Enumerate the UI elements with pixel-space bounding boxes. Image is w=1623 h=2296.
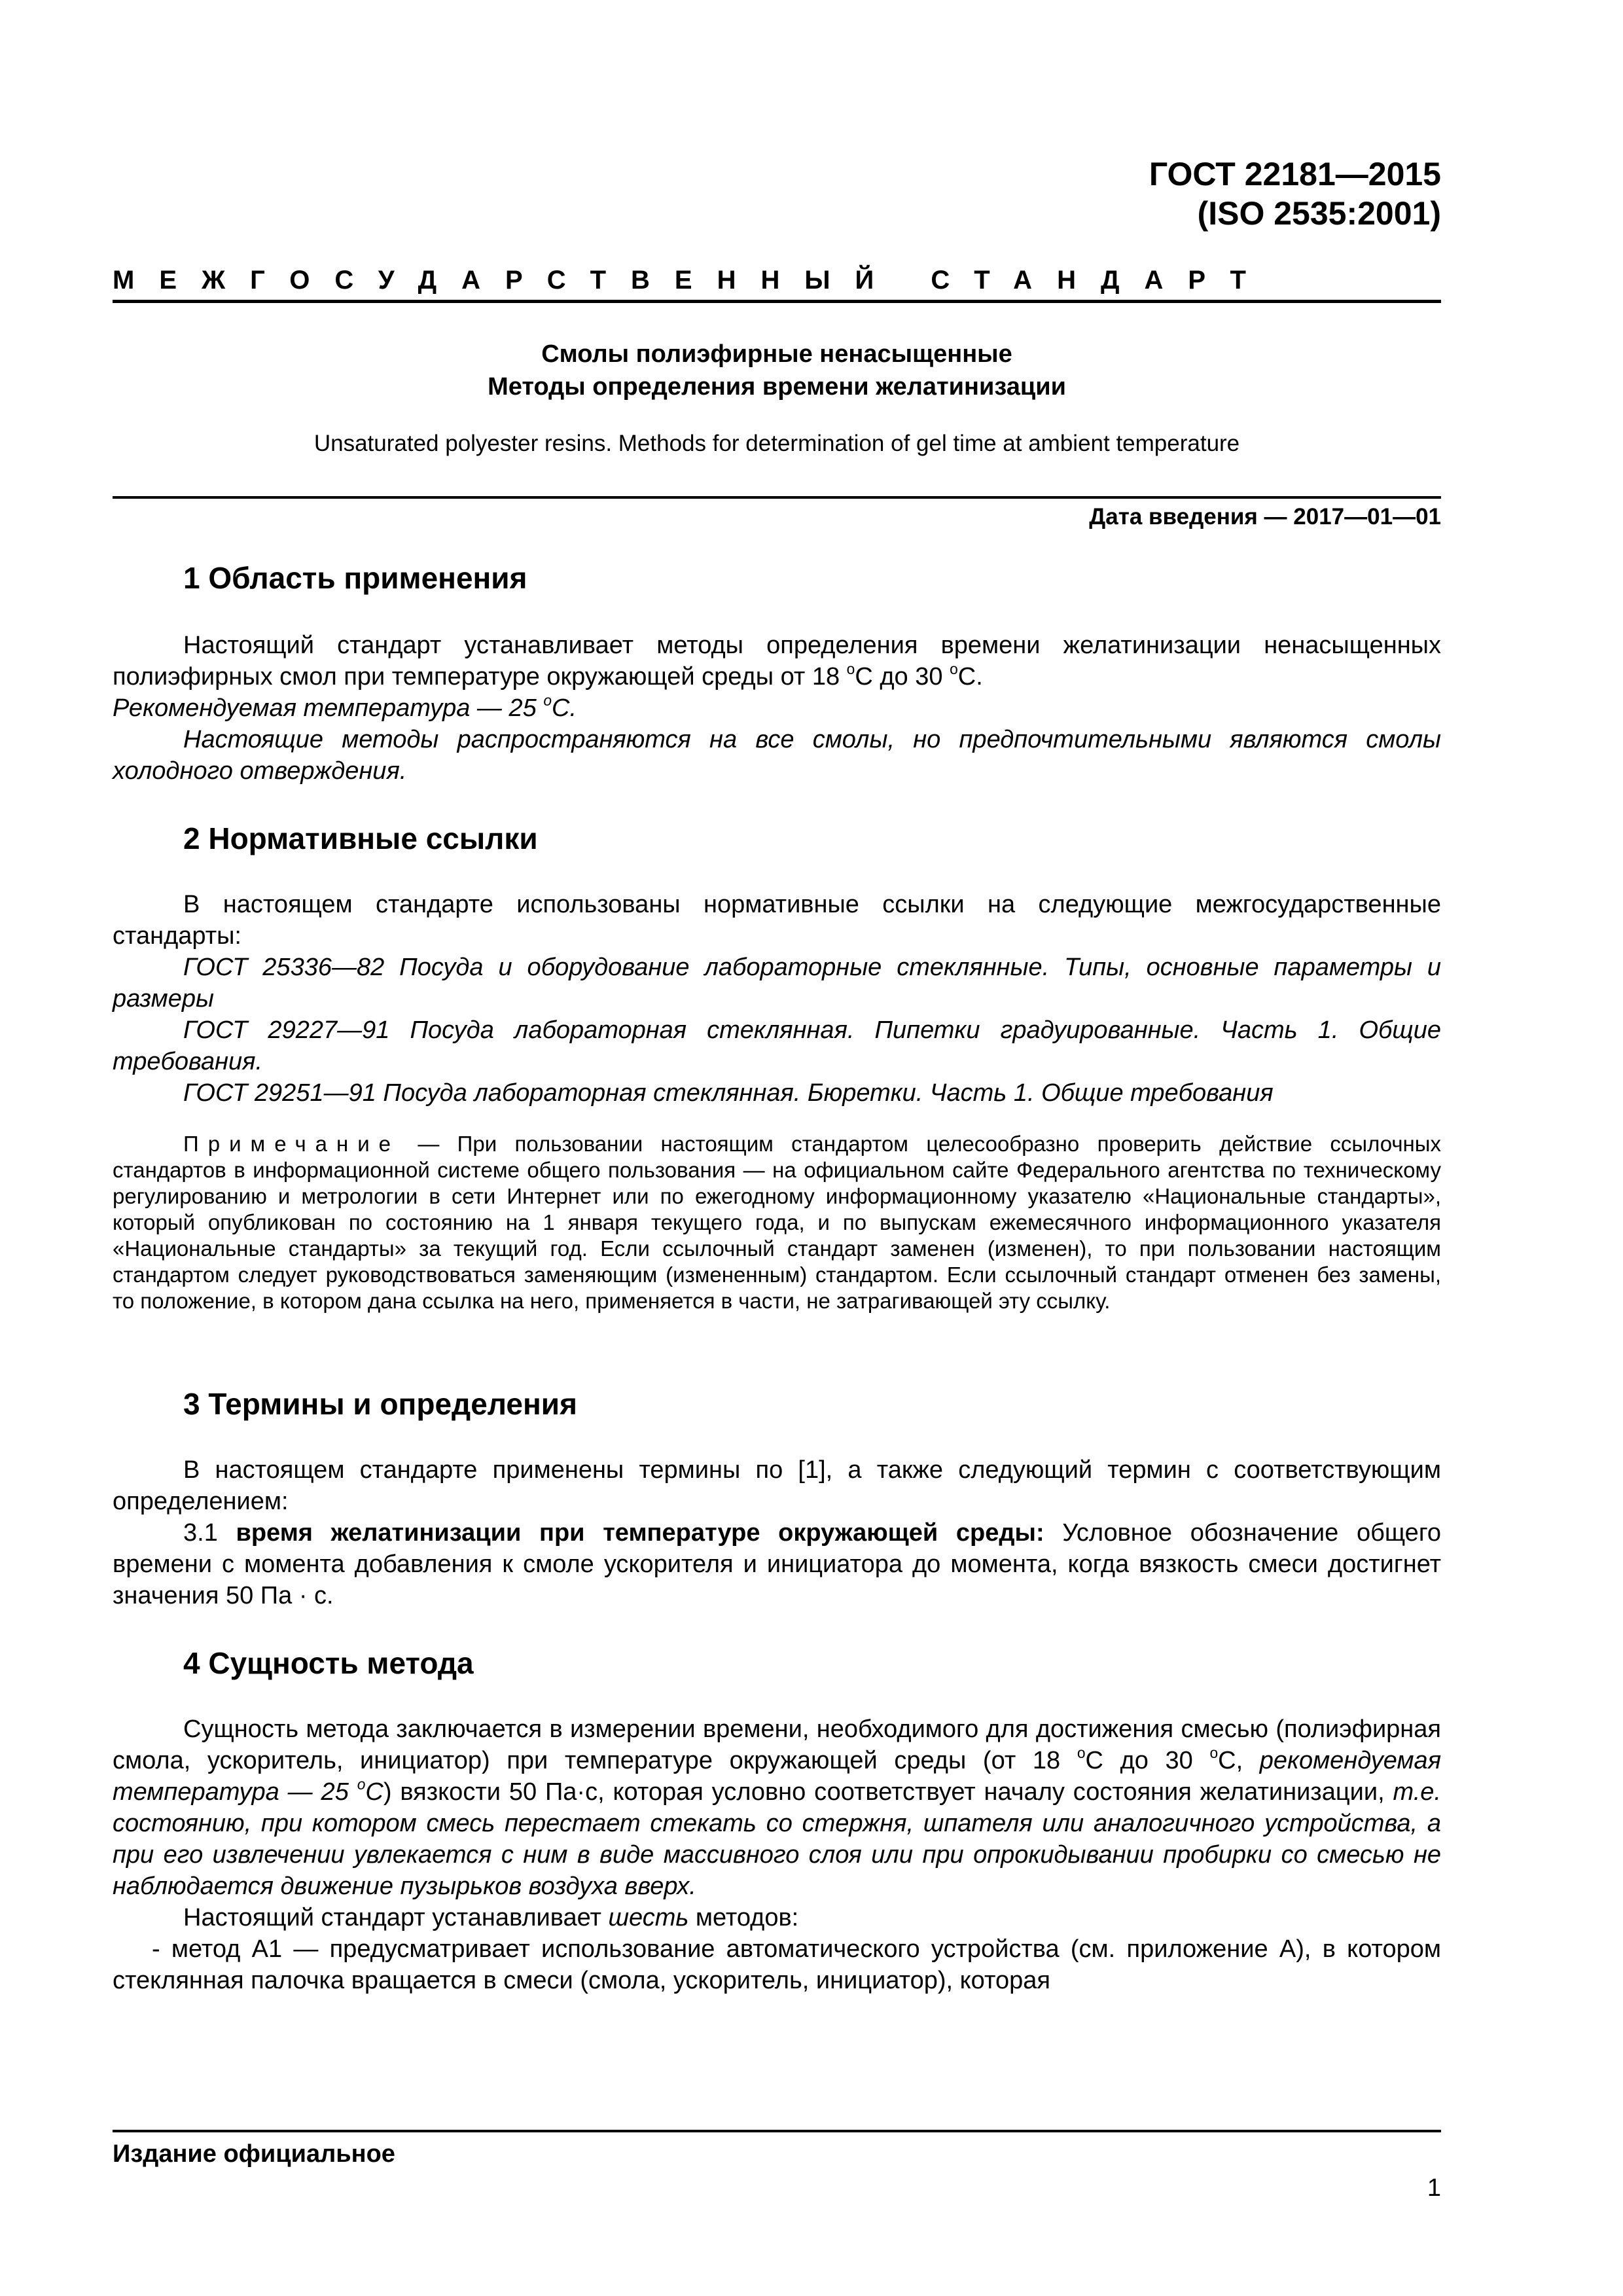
section-1-heading: 1 Область применения — [183, 561, 527, 595]
section-4-heading: 4 Сущность метода — [183, 1646, 474, 1680]
iso-number: (ISO 2535:2001) — [1197, 195, 1441, 232]
section-4-paragraph-1: Сущность метода заключается в измерении времени, необходимого для достижения смесью (полиэфирная смола, ускоритель, инициатор) при температуре окружающей среды (от 18 $^o$C до 30 $^o$C, рекомендуемая температура — 25 $^o$C) вязкости 50 Па·с, которая условно соответствует началу состояния желатинизации, т.е. состоянию, при котором смесь перестает стекать со стержня, шпателя или аналогичного устройства, а при его извлечении увлекается с ним в виде массивного слоя или при опрокидывании пробирки со смесью не наблюдается движение пузырьков воздуха вверх. — [113, 1715, 1441, 1900]
reference-gost-29227: ГОСТ 29227—91 Посуда лабораторная стеклянная. Пипетки градуированные. Часть 1. Общие требования. — [113, 1016, 1441, 1075]
official-edition-label: Издание официальное — [113, 2140, 395, 2168]
section-3-heading: 3 Термины и определения — [183, 1387, 577, 1421]
interstate-standard-banner: МЕЖГОСУДАРСТВЕННЫЙ СТАНДАРТ — [113, 266, 1271, 295]
gost-number: ГОСТ 22181—2015 — [1149, 156, 1441, 192]
method-a1-item: - метод А1 — предусматривает использование автоматического устройства (см. приложение А), в котором стеклянная палочка вращается в смеси (смола, ускоритель, инициатор), которая — [113, 1935, 1441, 1994]
section-2-body — [113, 889, 1441, 1109]
note-label: Примечание — [183, 1132, 401, 1156]
section-3-body — [113, 1454, 1441, 1611]
page-number: 1 — [1427, 2174, 1441, 2202]
section-1-paragraph-2: Настоящие методы распространяются на все смолы, но предпочтительными являются смолы холодного отверждения. — [113, 726, 1441, 785]
banner-rule — [113, 300, 1441, 303]
section-1-paragraph-1: Настоящий стандарт устанавливает методы определения времени желатинизации ненасыщенных полиэфирных смол при температуре окружающей среды от 18 $^o$C до 30 $^o$C. — [113, 632, 1441, 691]
english-title: Unsaturated polyester resins. Methods for determination of gel time at ambient temperature — [313, 431, 1240, 456]
note-text: — При пользовании настоящим стандартом целесообразно проверить действие ссылочных стандартов в информационной системе общего пользования — на официальном сайте Федерального агентства по техническому регулированию и метрологии в сети Интернет или по ежегодному информационному указателю «Национальные стандарты», который опубликован по состоянию на 1 января текущего года, и по выпускам ежемесячного информационного указателя «Национальные стандарты» за текущий год. Если ссылочный стандарт заменен (изменен), то при пользовании настоящим стандартом следует руководствоваться заменяющим (измененным) стандартом. Если ссылочный стандарт отменен без замены, то положение, в котором дана ссылка на него, применяется в части, не затрагивающей эту ссылку. — [113, 1132, 1441, 1313]
reference-gost-25336: ГОСТ 25336—82 Посуда и оборудование лабораторные стеклянные. Типы, основные параметры и размеры — [113, 954, 1441, 1013]
title-line-2: Методы определения времени желатинизации — [488, 373, 1066, 401]
reference-gost-29251: ГОСТ 29251—91 Посуда лабораторная стеклянная. Бюретки. Часть 1. Общие требования — [183, 1079, 1274, 1107]
section-1-body — [113, 630, 1441, 787]
section-3-paragraph-1: В настоящем стандарте применены термины по [1], а также следующий термин с соответствующим определением: — [113, 1456, 1441, 1515]
title-line-1: Смолы полиэфирные ненасыщенные — [541, 340, 1012, 368]
document-code-block — [982, 154, 1441, 233]
introduction-date: Дата введения — 2017—01—01 — [1089, 504, 1441, 529]
term-name: время желатинизации при температуре окружающей среды: — [236, 1519, 1044, 1547]
footer-rule — [113, 2130, 1441, 2132]
section-4-paragraph-2: Настоящий стандарт устанавливает шесть методов: — [183, 1904, 799, 1931]
section-2-paragraph-1: В настоящем стандарте использованы нормативные ссылки на следующие межгосударственные стандарты: — [113, 891, 1441, 950]
title-rule — [113, 496, 1441, 499]
section-2-heading: 2 Нормативные ссылки — [183, 821, 538, 855]
term-definition: 3.1 время желатинизации при температуре окружающей среды: Условное обозначение общего времени с момента добавления к смоле ускорителя и инициатора до момента, когда вязкость смеси достигнет значения 50 Па · с. — [113, 1519, 1441, 1609]
section-4-body — [113, 1713, 1441, 1996]
document-title — [113, 338, 1441, 403]
section-2-note — [113, 1131, 1441, 1314]
section-1-recommended-temp: Рекомендуемая температура — 25 $^o$C. — [113, 692, 577, 722]
